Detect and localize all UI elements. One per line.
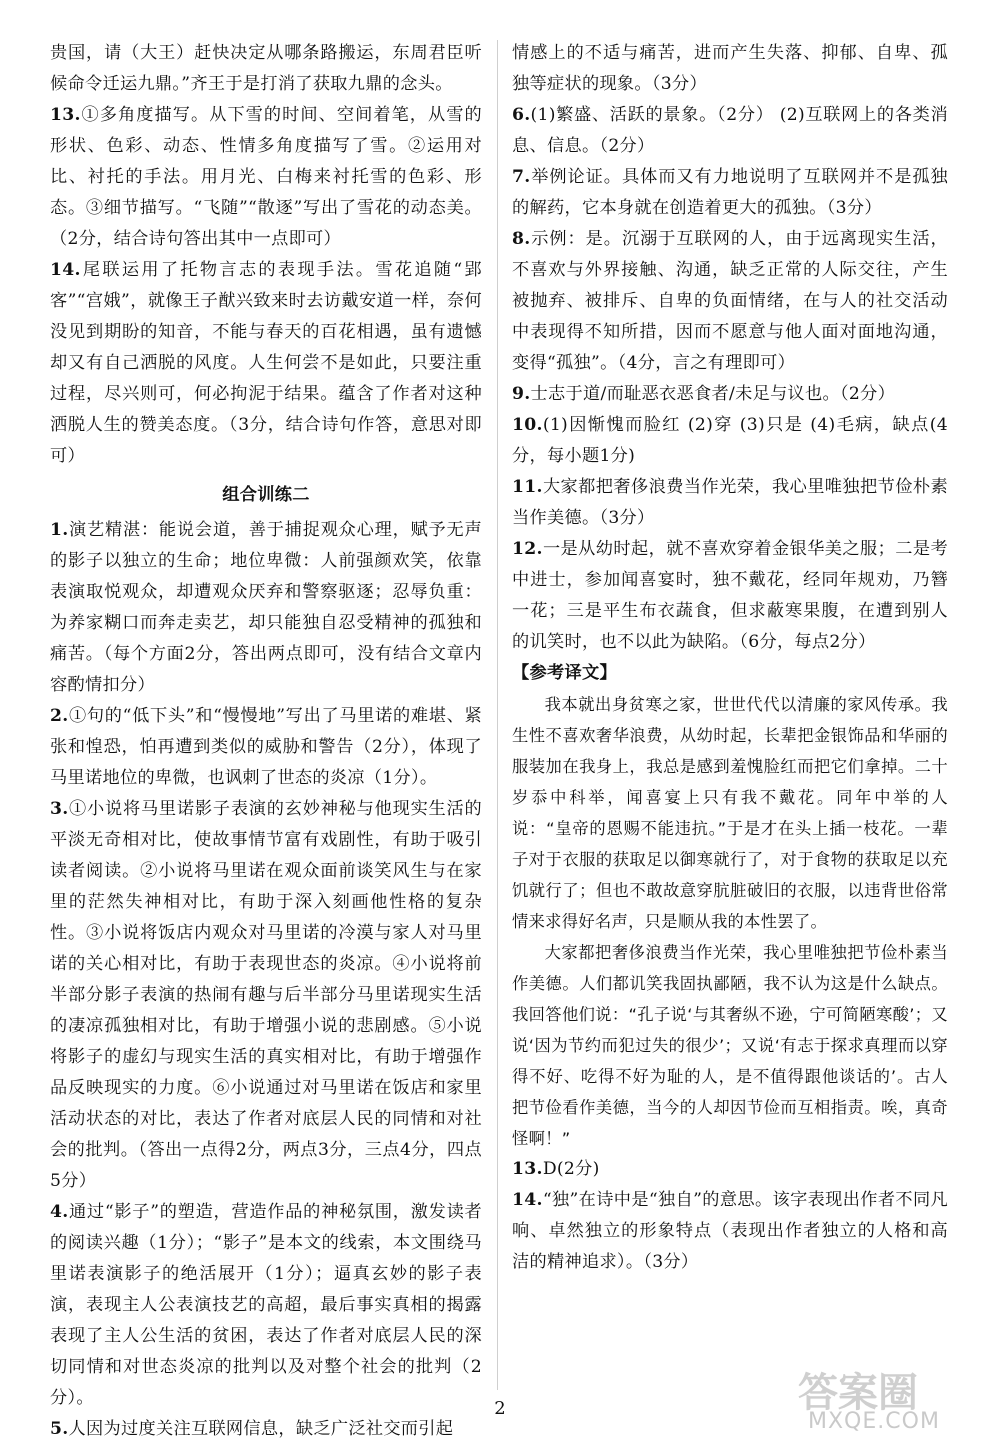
answer-number: 12. bbox=[512, 539, 543, 559]
answer-6 bbox=[512, 100, 948, 162]
answer-9 bbox=[512, 379, 948, 410]
page-number: 2 bbox=[494, 1398, 506, 1419]
watermark-title: 答案圈 bbox=[798, 1370, 918, 1416]
translation-paragraph-1: 我本就出身贫寒之家，世世代代以清廉的家风传承。我生性不喜欢奢华浪费，从幼时起，长辈把金银饰品和华丽的服装加在我身上，我总是感到羞愧脸红而把它们拿掉。二十岁忝中科举，闻喜宴上只有我不戴花。同年中举的人说：“皇帝的恩赐不能违抗。”于是才在头上插一枝花。一辈子对于衣服的获取足以御寒就行了，对于食物的获取足以充饥就行了；但也不敢故意穿肮脏破旧的衣服，以违背世俗常情来求得好名声，只是顺从我的本性罢了。 bbox=[512, 695, 948, 931]
answer-1 bbox=[50, 515, 482, 701]
answer-text: 人因为过度关注互联网信息，缺乏广泛社交而引起 bbox=[68, 1419, 454, 1439]
answer-4 bbox=[50, 1197, 482, 1414]
reference-translation-heading: 【参考译文】 bbox=[512, 663, 617, 683]
column-divider bbox=[497, 40, 498, 1390]
answer-number: 14. bbox=[512, 1190, 543, 1210]
left-column bbox=[50, 38, 482, 1445]
translation-paragraph-2: 大家都把奢侈浪费当作光荣，我心里唯独把节俭朴素当作美德。人们都讥笑我固执鄙陋，我不认为这是什么缺点。我回答他们说：“孔子说‘与其奢纵不逊，宁可简陋寒酸’；又说‘因为节约而犯过失的很少’；又说‘有志于探求真理而以穿得不好、吃得不好为耻的人，是不值得跟他谈话的’。古人把节俭看作美德，当今的人却因节俭而互相指责。唉，真奇怪啊！” bbox=[512, 943, 948, 1148]
answer-text: ①小说将马里诺影子表演的玄妙神秘与他现实生活的平淡无奇相对比，使故事情节富有戏剧性，有助于吸引读者阅读。②小说将马里诺在观众面前谈笑风生与在家里的茫然失神相对比，有助于深入刻画他性格的复杂性。③小说将饭店内观众对马里诺的冷漠与家人对马里诺的关心相对比，有助于表现世态的炎凉。④小说将前半部分影子表演的热闹有趣与后半部分马里诺现实生活的凄凉孤独相对比，有助于增强小说的悲剧感。⑤小说将影子的虚幻与现实生活的真实相对比，有助于增强作品反映现实的力度。⑥小说通过对马里诺在饭店和家里活动状态的对比，表达了作者对底层人民的同情和对社会的批判。（答出一点得2分，两点3分，三点4分，四点5分） bbox=[50, 799, 482, 1191]
answer-text: 一是从幼时起，就不喜欢穿着金银华美之服；二是考中进士，参加闻喜宴时，独不戴花，经同年规劝，乃簪一花；三是平生布衣蔬食，但求蔽寒果腹，在遭到别人的讥笑时，也不以此为缺陷。（6分，每点2分） bbox=[512, 539, 948, 652]
answer-text: (1)繁盛、活跃的景象。（2分） (2)互联网上的各类消息、信息。（2分） bbox=[512, 105, 948, 156]
answer-13 bbox=[512, 1154, 948, 1185]
answer-number: 6. bbox=[512, 105, 531, 125]
answer-text: (1)因惭愧而脸红 (2)穿 (3)只是 (4)毛病，缺点(4分，每小题1分) bbox=[512, 415, 948, 466]
answer-number: 13. bbox=[50, 105, 81, 125]
answer-number: 4. bbox=[50, 1202, 69, 1222]
answer-number: 11. bbox=[512, 477, 543, 497]
paragraph-translation-end: 贵国，请（大王）赶快决定从哪条路搬运，东周君臣听候命令迁运九鼎。”齐王于是打消了获取九鼎的念头。 bbox=[50, 43, 482, 94]
answer-14 bbox=[50, 255, 482, 472]
answer-number: 13. bbox=[512, 1159, 543, 1179]
answer-text: D(2分) bbox=[542, 1159, 600, 1179]
answer-13 bbox=[50, 100, 482, 255]
answer-3 bbox=[50, 794, 482, 1197]
watermark-logo bbox=[790, 1359, 990, 1439]
answer-7 bbox=[512, 162, 948, 224]
answer-text: 示例：是。沉溺于互联网的人，由于远离现实生活，不喜欢与外界接触、沟通，缺乏正常的人际交往，产生被抛弃、被排斥、自卑的负面情绪，在与人的社交活动中表现得不知所措，因而不愿意与他人面对面地沟通，变得“孤独”。（4分，言之有理即可） bbox=[512, 229, 948, 373]
answer-number: 1. bbox=[50, 520, 69, 540]
answer-2 bbox=[50, 701, 482, 794]
answer-14 bbox=[512, 1185, 948, 1278]
section-title: 组合训练二 bbox=[222, 485, 310, 505]
answer-12 bbox=[512, 534, 948, 658]
answer-number: 7. bbox=[512, 167, 531, 187]
answer-text: 士志于道/而耻恶衣恶食者/未足与议也。（2分） bbox=[530, 384, 896, 404]
answer-text: 举例论证。具体而又有力地说明了互联网并不是孤独的解药，它本身就在创造着更大的孤独。（3分） bbox=[512, 167, 948, 218]
answer-text: 通过“影子”的塑造，营造作品的神秘氛围，激发读者的阅读兴趣（1分）；“影子”是本文的线索，本文围绕马里诺表演影子的绝活展开（1分）；逼真玄妙的影子表演，表现主人公表演技艺的高超，最后事实真相的揭露表现了主人公生活的贫困，表达了作者对底层人民的深切同情和对世态炎凉的批判以及对整个社会的批判（2分）。 bbox=[50, 1202, 482, 1408]
answer-text: 大家都把奢侈浪费当作光荣，我心里唯独把节俭朴素当作美德。（3分） bbox=[512, 477, 948, 528]
answer-number: 3. bbox=[50, 799, 69, 819]
answer-5-continued: 情感上的不适与痛苦，进而产生失落、抑郁、自卑、孤独等症状的现象。（3分） bbox=[512, 43, 948, 94]
answer-text: 演艺精湛：能说会道，善于捕捉观众心理，赋予无声的影子以独立的生命；地位卑微：人前强颜欢笑，依靠表演取悦观众，却遭观众厌弃和警察驱逐；忍辱负重：为养家糊口而奔走卖艺，却只能独自忍受精神的孤独和痛苦。（每个方面2分，答出两点即可，没有结合文章内容酌情扣分） bbox=[50, 520, 482, 695]
answer-number: 5. bbox=[50, 1419, 69, 1439]
answer-number: 14. bbox=[50, 260, 81, 280]
answer-number: 8. bbox=[512, 229, 531, 249]
answer-text: ①句的“低下头”和“慢慢地”写出了马里诺的难堪、紧张和惶恐，怕再遭到类似的威胁和警告（2分），体现了马里诺地位的卑微，也讽刺了世态的炎凉（1分）。 bbox=[50, 706, 482, 788]
answer-text: 尾联运用了托物言志的表现手法。雪花追随“郢客”“宫娥”，就像王子猷兴致来时去访戴安道一样，奈何没见到期盼的知音，不能与春天的百花相遇，虽有遗憾却又有自己洒脱的风度。人生何尝不是如此，只要注重过程，尽兴则可，何必拘泥于结果。蕴含了作者对这种洒脱人生的赞美态度。（3分，结合诗句作答，意思对即可） bbox=[50, 260, 482, 466]
answer-10 bbox=[512, 410, 948, 472]
answer-8 bbox=[512, 224, 948, 379]
answer-number: 10. bbox=[512, 415, 543, 435]
watermark-url: MXQE.COM bbox=[808, 1409, 940, 1434]
answer-11 bbox=[512, 472, 948, 534]
answer-text: ①多角度描写。从下雪的时间、空间着笔，从雪的形状、色彩、动态、性情多角度描写了雪。②运用对比、衬托的手法。用月光、白梅来衬托雪的色彩、形态。③细节描写。“飞随”“散逐”写出了雪花的动态美。（2分，结合诗句答出其中一点即可） bbox=[50, 105, 482, 249]
answer-number: 9. bbox=[512, 384, 531, 404]
answer-number: 2. bbox=[50, 706, 69, 726]
right-column bbox=[512, 38, 948, 1278]
answer-text: “独”在诗中是“独自”的意思。该字表现出作者不同凡响、卓然独立的形象特点（表现出作者独立的人格和高洁的精神追求）。（3分） bbox=[512, 1190, 948, 1272]
